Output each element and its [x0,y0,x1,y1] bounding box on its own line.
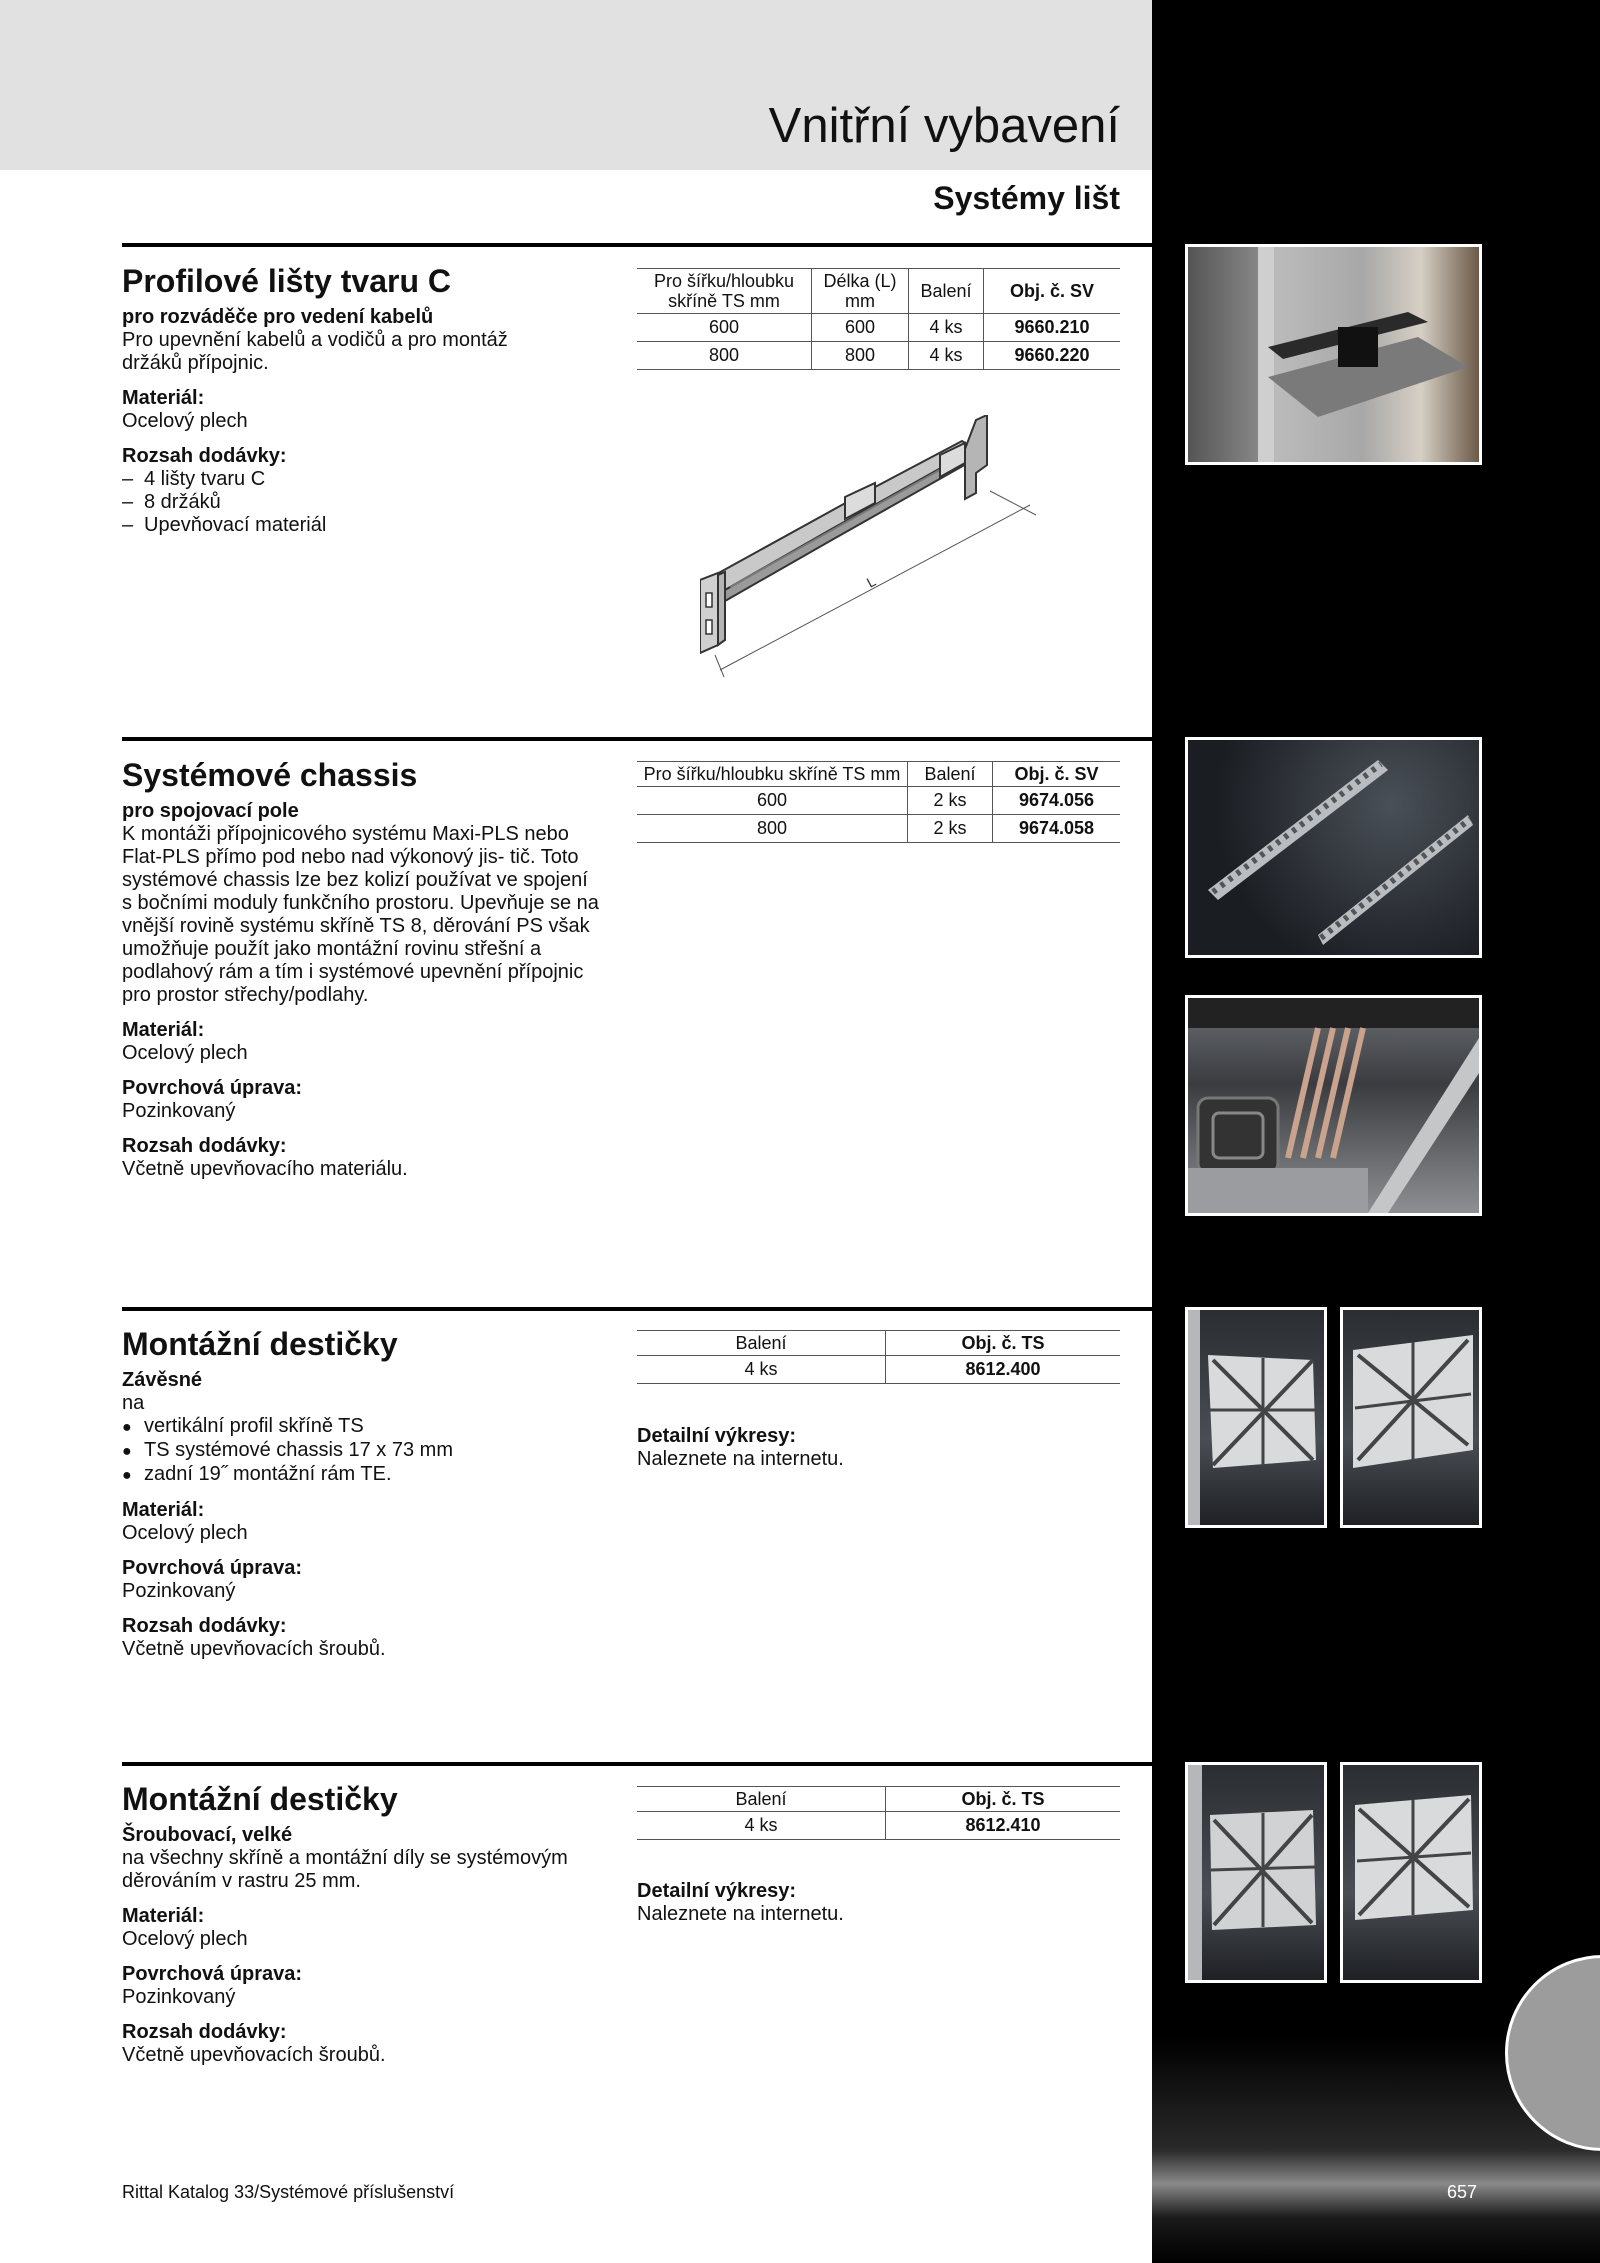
spec-table [637,1330,1120,1384]
table-cell: 600 [812,314,909,342]
dimension-label: L [863,572,879,591]
table-cell: 600 [637,314,812,342]
column-header: Balení [637,1787,886,1812]
section-text: na [122,1392,145,1414]
material-value: Ocelový plech [122,410,248,432]
surface-value: Pozinkovaný [122,1100,236,1122]
section-divider [122,243,1152,247]
section-mounting-plates-screw [122,1780,612,2067]
section-divider [122,1762,1152,1766]
table-header-row [637,762,1120,787]
table-header-row [637,269,1120,314]
list-item: ● zadní 19˝ montážní rám TE. [122,1463,622,1487]
section-lead: pro rozváděče pro vedení kabelů [122,306,434,328]
table-row [637,342,1120,370]
section-mounting-plates-hanging [122,1325,622,1661]
photo-illustration [1188,740,1479,955]
section-system-chassis [122,756,602,1181]
photo-illustration [1188,998,1479,1213]
spec-table [637,268,1120,370]
scope-label: Rozsah dodávky: [122,2021,287,2043]
table-row [637,787,1120,815]
material-label: Materiál: [122,387,205,409]
page-subtitle: Systémy lišt [933,180,1120,216]
scope-value: Včetně upevňovacího materiálu. [122,1158,408,1180]
note-label: Detailní výkresy: [637,1880,796,1902]
column-header: Pro šířku/hloubku skříně TS mm [637,269,812,314]
section-title: Profilové lišty tvaru C [122,263,451,299]
surface-label: Povrchová úprava: [122,1077,303,1099]
product-photo [1185,244,1482,465]
note-text: Naleznete na internetu. [637,1448,844,1470]
surface-label: Povrchová úprava: [122,1557,303,1579]
column-header: Balení [637,1331,886,1356]
drawings-note [637,1425,844,1471]
table-cell: 4 ks [637,1356,886,1384]
table-row [637,815,1120,843]
table-cell: 4 ks [637,1812,886,1840]
material-label: Materiál: [122,1905,205,1927]
column-header: Obj. č. TS [886,1331,1121,1356]
surface-label: Povrchová úprava: [122,1963,303,1985]
list-item: ● TS systémové chassis 17 x 73 mm [122,1439,622,1463]
material-value: Ocelový plech [122,1522,248,1544]
column-header: Délka (L) mm [812,269,909,314]
section-title: Montážní destičky [122,1326,398,1362]
table-cell: 600 [637,787,908,815]
order-number: 9674.058 [993,815,1121,843]
photo-illustration [1188,1765,1324,1980]
list-item: – Upevňovací materiál [122,514,622,537]
photo-illustration [1188,247,1479,462]
table-row [637,1812,1120,1840]
order-number: 9674.056 [993,787,1121,815]
table-row [637,314,1120,342]
page-title: Vnitřní vybavení [768,99,1120,153]
photo-illustration [1188,1310,1324,1525]
photo-illustration [1343,1765,1479,1980]
table-cell: 800 [637,815,908,843]
column-header: Pro šířku/hloubku skříně TS mm [637,762,908,787]
page-number: 657 [1447,2182,1478,2202]
bullet-list [122,1415,622,1487]
drawings-note [637,1880,844,1926]
table-header-row [637,1787,1120,1812]
list-item: – 4 lišty tvaru C [122,468,622,491]
section-lead: Šroubovací, velké [122,1824,293,1846]
section-lead: Závěsné [122,1369,203,1391]
column-header: Obj. č. TS [886,1787,1121,1812]
section-divider [122,737,1152,741]
scope-value: Včetně upevňovacích šroubů. [122,2044,386,2066]
column-header: Obj. č. SV [993,762,1121,787]
surface-value: Pozinkovaný [122,1986,236,2008]
section-text: na všechny skříně a montážní díly se systémovým děrováním v rastru 25 mm. [122,1847,568,1892]
scope-label: Rozsah dodávky: [122,445,287,467]
scope-label: Rozsah dodávky: [122,1135,287,1157]
scope-value: Včetně upevňovacích šroubů. [122,1638,386,1660]
table-cell: 4 ks [909,314,984,342]
order-number: 9660.210 [984,314,1121,342]
material-value: Ocelový plech [122,1042,248,1064]
column-header: Balení [909,269,984,314]
table-cell: 800 [637,342,812,370]
footer-catalog: Rittal Katalog 33/Systémové příslušenství [122,2182,455,2202]
list-item: – 8 držáků [122,491,622,514]
product-photo [1340,1307,1482,1528]
table-cell: 4 ks [909,342,984,370]
column-header: Obj. č. SV [984,269,1121,314]
table-header-row [637,1331,1120,1356]
spec-table [637,761,1120,843]
table-cell: 2 ks [908,815,993,843]
scope-list [122,468,622,537]
section-title: Montážní destičky [122,1781,398,1817]
order-number: 9660.220 [984,342,1121,370]
section-divider [122,1307,1152,1311]
c-rail-drawing [700,415,1050,690]
surface-value: Pozinkovaný [122,1580,236,1602]
section-profile-rails [122,262,622,537]
table-cell: 2 ks [908,787,993,815]
section-text: K montáži přípojnicového systému Maxi-PLS nebo Flat-PLS přímo pod nebo nad výkonový jis- tič. Toto systémové chassis lze bez kolizí používat ve spojení s bočními moduly funkčního prostoru. Upevňuje se na vnější rovině systému skříně TS 8, děrování PS však umožňuje použít jako montážní rovinu střešní a podlahový rám a tím i systémové upevnění přípojnic pro prostor střechy/podlahy. [122,823,599,1006]
material-label: Materiál: [122,1019,205,1041]
product-photo [1185,1762,1327,1983]
section-text: Pro upevnění kabelů a vodičů a pro montáž držáků přípojnic. [122,329,508,374]
order-number: 8612.410 [886,1812,1121,1840]
spec-table [637,1786,1120,1840]
material-label: Materiál: [122,1499,205,1521]
column-header: Balení [908,762,993,787]
table-cell: 800 [812,342,909,370]
section-lead: pro spojovací pole [122,800,299,822]
section-title: Systémové chassis [122,757,418,793]
list-item: ● vertikální profil skříně TS [122,1415,622,1439]
table-row [637,1356,1120,1384]
photo-illustration [1343,1310,1479,1525]
material-value: Ocelový plech [122,1928,248,1950]
scope-label: Rozsah dodávky: [122,1615,287,1637]
note-label: Detailní výkresy: [637,1425,796,1447]
product-photo [1185,737,1482,958]
order-number: 8612.400 [886,1356,1121,1384]
note-text: Naleznete na internetu. [637,1903,844,1925]
product-photo [1340,1762,1482,1983]
product-photo [1185,995,1482,1216]
product-photo [1185,1307,1327,1528]
